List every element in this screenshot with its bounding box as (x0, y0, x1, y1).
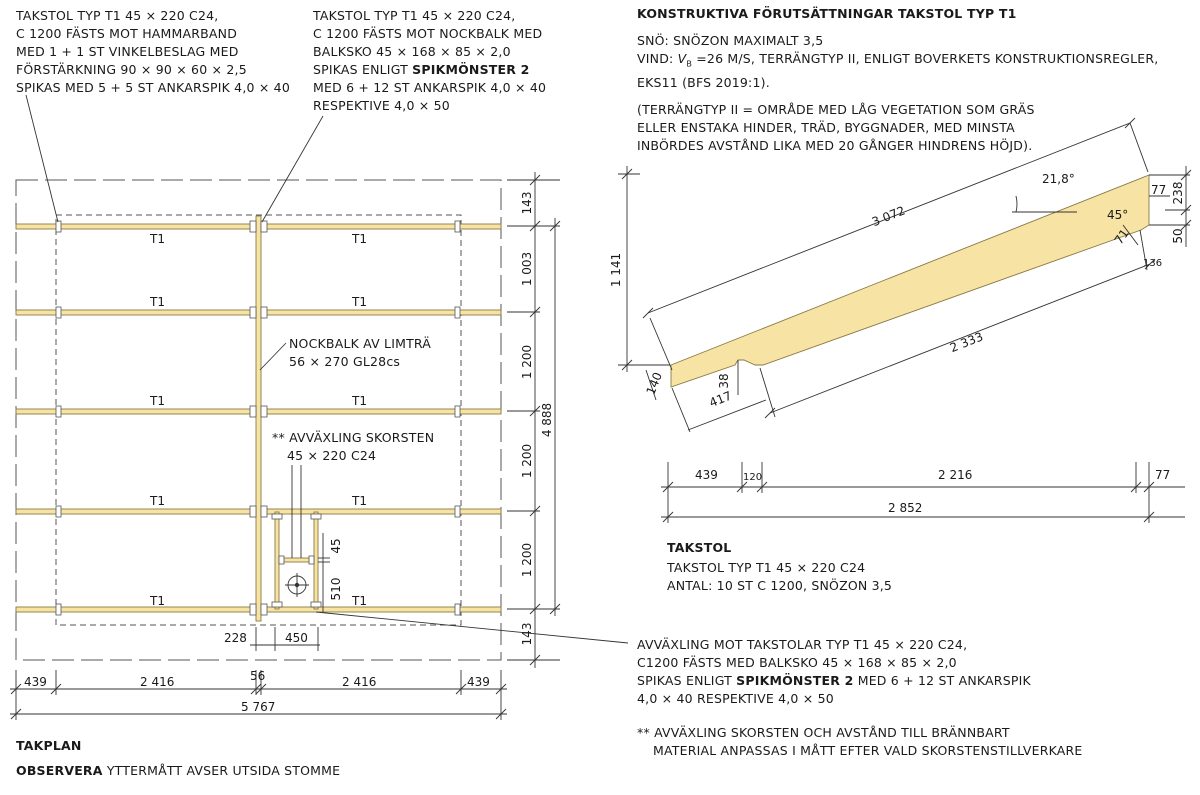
dim-450: 450 (285, 631, 308, 645)
callout-line: FÖRSTÄRKNING 90 × 90 × 60 × 2,5 (16, 62, 247, 77)
truss-label: T1 (352, 232, 367, 246)
dim-77-bottom: 77 (1155, 468, 1171, 482)
ridge-beam (256, 216, 261, 621)
callout-line: MED 1 + 1 ST VINKELBESLAG MED (16, 44, 239, 59)
dim-439-right: 439 (467, 675, 490, 689)
dim-120: 120 (743, 472, 763, 483)
truss-label: T1 (352, 594, 367, 608)
trimmer-right (314, 512, 318, 609)
avvaxling-line: SPIKAS ENLIGT SPIKMÖNSTER 2 MED 6 + 12 ST ANKARSPIK (637, 673, 1031, 688)
terrain-line: INBÖRDES AVSTÅND LIKA MED 20 GÅNGER HINDRENS HÖJD). (637, 137, 1033, 153)
terrain-line: ELLER ENSTAKA HINDER, TRÄD, BYGGNADER, MED MINSTA (637, 119, 1015, 135)
takstol-desc: ANTAL: 10 ST C 1200, SNÖZON 3,5 (667, 578, 893, 593)
truss-label: T1 (352, 494, 367, 508)
callout-line: NOCKBALK AV LIMTRÄ (289, 336, 432, 351)
takstol-block (667, 539, 892, 595)
callout-line: 56 × 270 GL28cs (289, 354, 401, 369)
callout-truss-hammarband (16, 7, 290, 97)
dim-1200-c: 1 200 (520, 542, 534, 578)
callout-line: SPIKAS ENLIGT SPIKMÖNSTER 2 (313, 62, 530, 77)
footnote-line: MATERIAL ANPASSAS I MÅTT EFTER VALD SKORSTENSTILLVERKARE (653, 743, 1083, 758)
dim-238: 238 (1171, 181, 1185, 205)
dim-143-top: 143 (520, 191, 534, 215)
dim-439: 439 (695, 468, 718, 482)
truss-label: T1 (150, 494, 165, 508)
callout-line: RESPEKTIVE 4,0 × 50 (313, 98, 450, 113)
truss-label: T1 (352, 394, 367, 408)
angle-45: 45° (1107, 208, 1129, 222)
plan-height-dims (507, 172, 560, 668)
chimney-dims (224, 533, 343, 651)
leader-line (260, 343, 286, 370)
footnote-line: ** AVVÄXLING SKORSTEN OCH AVSTÅND TILL BRÄNNBART (637, 725, 1010, 740)
truss-label: T1 (150, 594, 165, 608)
takstol-desc: TAKSTOL TYP T1 45 × 220 C24 (667, 560, 866, 575)
callout-line: MED 6 + 12 ST ANKARSPIK 4,0 × 40 (313, 80, 547, 95)
dim-total-width: 5 767 (241, 700, 276, 714)
callout-skorsten (272, 429, 434, 465)
dim-45: 45 (329, 538, 343, 554)
dim-2216: 2 216 (938, 468, 973, 482)
bold-spikmonster: SPIKMÖNSTER 2 (412, 62, 530, 77)
dim-38: 38 (717, 373, 731, 389)
truss-member (671, 175, 1149, 387)
callout-line: SPIKAS MED 5 + 5 ST ANKARSPIK 4,0 × 40 (16, 80, 290, 95)
dim-1003: 1 003 (520, 251, 534, 287)
leader-line (316, 612, 628, 643)
dim-3072: 3 072 (869, 203, 908, 230)
avvaxling-line: AVVÄXLING MOT TAKSTOLAR TYP T1 45 × 220 C24, (637, 637, 968, 652)
dim-50: 50 (1171, 228, 1185, 244)
truss-label: T1 (150, 394, 165, 408)
dim-1200-b: 1 200 (520, 443, 534, 479)
dim-2333: 2 333 (947, 329, 986, 356)
roof-plan (10, 95, 628, 720)
wind-line: VIND: $V_B =26$ M/S, TERRÄNGTYP II, ENLIGT BOVERKETS KONSTRUKTIONSREGLER, (637, 51, 1159, 69)
callout-line: 45 × 220 C24 (287, 448, 377, 463)
callout-line: C 1200 FÄSTS MOT NOCKBALK MED (313, 26, 543, 41)
dim-2416-left: 2 416 (140, 675, 175, 689)
dim-143-bottom: 143 (520, 622, 534, 646)
bold-spikmonster: SPIKMÖNSTER 2 (736, 673, 854, 688)
conditions-title: KONSTRUKTIVA FÖRUTSÄTTNINGAR TAKSTOL TYP T1 (637, 6, 1017, 21)
dim-56: 56 (250, 669, 266, 683)
observera-note (16, 762, 340, 780)
truss-label: T1 (150, 232, 165, 246)
leader-line (262, 116, 323, 222)
angle-21-8: 21,8° (1042, 172, 1075, 186)
callout-line: BALKSKO 45 × 168 × 85 × 2,0 (313, 44, 511, 59)
callout-truss-nockbalk (313, 7, 546, 115)
dim-439-left: 439 (24, 675, 47, 689)
snow-line: SNÖ: SNÖZON MAXIMALT 3,5 (637, 33, 824, 48)
takplan-title: TAKPLAN (16, 738, 82, 753)
dim-228: 228 (224, 631, 247, 645)
dim-136: 136 (1143, 258, 1163, 269)
observera-text: YTTERMÅTT AVSER UTSIDA STOMME (102, 763, 341, 778)
avvaxling-block (637, 636, 1083, 760)
dim-140: 140 (643, 370, 666, 397)
callout-line: ** AVVÄXLING SKORSTEN (272, 430, 435, 445)
trimmer-left (275, 512, 279, 609)
dim-71: 71 (1111, 226, 1132, 247)
dim-1141: 1 141 (609, 252, 623, 288)
plan-width-dims (10, 669, 507, 720)
callout-line: TAKSTOL TYP T1 45 × 220 C24, (313, 8, 516, 23)
truss-elevation (609, 118, 1191, 523)
dim-510: 510 (329, 577, 343, 601)
dim-1200-a: 1 200 (520, 344, 534, 380)
truss-label: T1 (352, 295, 367, 309)
takstol-title: TAKSTOL (667, 540, 732, 555)
dim-417: 417 (707, 388, 734, 411)
dim-2416-right: 2 416 (342, 675, 377, 689)
dim-77-top: 77 (1151, 183, 1167, 197)
conditions-block (637, 5, 1158, 155)
callout-line: C 1200 FÄSTS MOT HAMMARBAND (16, 26, 238, 41)
callout-nockbalk (289, 335, 431, 371)
callout-line: TAKSTOL TYP T1 45 × 220 C24, (16, 8, 219, 23)
avvaxling-line: 4,0 × 40 RESPEKTIVE 4,0 × 50 (637, 691, 834, 706)
dim-2852: 2 852 (888, 501, 923, 515)
leader-line (26, 95, 58, 222)
truss-label: T1 (150, 295, 165, 309)
dim-total-height: 4 888 (540, 402, 554, 438)
wind-line-2: EKS11 (BFS 2019:1). (637, 74, 770, 90)
terrain-line: (TERRÄNGTYP II = OMRÅDE MED LÅG VEGETATION SOM GRÄS (637, 101, 1035, 117)
observera-label: OBSERVERA (16, 763, 103, 778)
avvaxling-line: C1200 FÄSTS MED BALKSKO 45 × 168 × 85 × 2,0 (637, 655, 957, 670)
